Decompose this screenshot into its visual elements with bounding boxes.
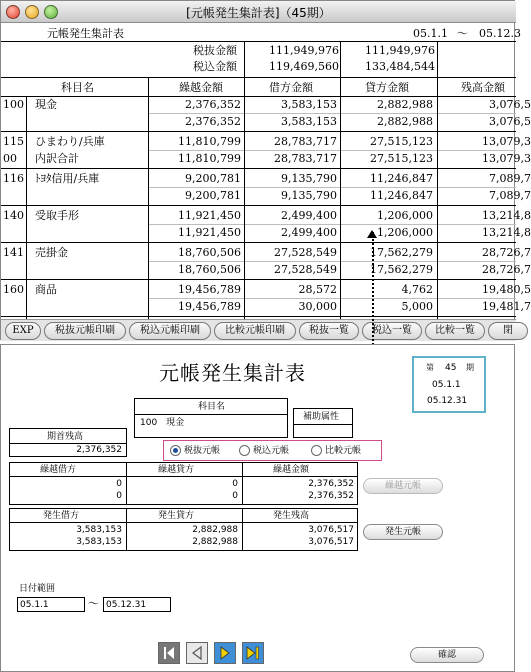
account-box [134, 398, 288, 438]
account-code: 100 [3, 98, 24, 111]
gen-header: 発生残高 [273, 511, 310, 521]
carry-value: 2,376,352 [308, 479, 354, 489]
generated-table [9, 508, 358, 551]
date-range-separator: 〜 [88, 597, 99, 610]
period-number: 45 [445, 363, 457, 373]
period-label: 第 [426, 363, 434, 372]
title-bar[interactable] [1, 1, 516, 23]
gen-value: 3,583,153 [76, 525, 122, 535]
table-cell: 18,760,506 [178, 246, 241, 259]
table-cell: 11,810,799 [178, 135, 241, 148]
table-cell: 3,583,153 [281, 98, 337, 111]
account-code: 116 [3, 172, 24, 185]
generated-ledger-button[interactable]: 発生元帳 [363, 524, 443, 540]
radio-compare[interactable] [311, 445, 322, 456]
table-cell: 9,200,781 [185, 172, 241, 185]
table-cell: 28,572 [298, 283, 337, 296]
table-cell: 2,499,400 [281, 209, 337, 222]
table-cell: 2,499,400 [281, 226, 337, 239]
carry-table [9, 462, 358, 505]
gen-value: 3,076,517 [308, 525, 354, 535]
table-cell: 13,079,3 [482, 152, 531, 165]
tab-print-compare[interactable]: 比較元帳印刷 [214, 322, 296, 340]
table-cell: 7,089,7 [489, 189, 531, 202]
table-cell: 7,089,7 [489, 172, 531, 185]
carry-header: 繰越金額 [273, 465, 310, 475]
account-code: 160 [3, 283, 24, 296]
tab-bar [1, 319, 516, 341]
carry-header: 繰越貸方 [158, 465, 195, 475]
radio-label: 税込元帳 [253, 446, 290, 456]
gen-value: 2,882,988 [192, 537, 238, 547]
account-code: 115 [3, 135, 24, 148]
table-cell: 19,456,789 [178, 300, 241, 313]
carry-header: 繰越借方 [40, 465, 77, 475]
account-label: 科目名 [198, 402, 226, 412]
previous-icon [187, 643, 207, 663]
column-header: 残高金額 [461, 81, 505, 94]
table-cell: 5,000 [401, 300, 433, 313]
table-cell: 2,882,988 [377, 115, 433, 128]
table-cell: 19,456,789 [178, 283, 241, 296]
opening-label: 期首残高 [47, 432, 84, 442]
table-cell: 11,246,847 [370, 172, 433, 185]
period-separator: 〜 [457, 27, 468, 40]
table-cell: 28,726,7 [482, 263, 531, 276]
date-range-label: 日付範囲 [19, 584, 56, 594]
arrow-up-icon [367, 230, 377, 238]
table-cell: 2,376,352 [185, 98, 241, 111]
account-name: 現金 [35, 98, 57, 111]
table-cell: 19,480,5 [482, 283, 531, 296]
account-name: ひまわり/兵庫 [35, 135, 105, 148]
date-range-from-value: 05.1.1 [20, 600, 49, 610]
summary-label: 税抜金額 [193, 44, 237, 57]
table-cell: 2,376,352 [185, 115, 241, 128]
radio-label: 税抜元帳 [184, 446, 221, 456]
account-code: 141 [3, 246, 24, 259]
table-cell: 11,921,450 [178, 226, 241, 239]
account-code: 00 [3, 152, 17, 165]
account-value[interactable]: 100 現金 [140, 418, 185, 428]
tab-print-incl[interactable]: 税込元帳印刷 [129, 322, 211, 340]
account-name: 受取手形 [35, 209, 79, 222]
last-record-button[interactable] [242, 642, 264, 664]
table-cell: 27,528,549 [274, 263, 337, 276]
sub-attr-box [293, 408, 353, 438]
table-cell: 1,206,000 [377, 209, 433, 222]
table-cell: 2,882,988 [377, 98, 433, 111]
table-cell: 17,562,279 [370, 263, 433, 276]
sub-attr-label: 補助属性 [303, 412, 340, 422]
summary-credit: 111,949,976 [365, 44, 435, 57]
table-cell: 17,562,279 [370, 246, 433, 259]
date-to: 05.12.31 [427, 396, 468, 406]
table-cell: 28,783,717 [274, 152, 337, 165]
opening-value[interactable]: 2,376,352 [76, 445, 122, 455]
first-record-button[interactable] [158, 642, 180, 664]
table-cell: 13,214,8 [482, 209, 531, 222]
summary-debit: 111,949,976 [269, 44, 339, 57]
carry-value: 0 [232, 491, 238, 501]
tab-close[interactable]: 閉 [488, 322, 528, 340]
table-cell: 11,246,847 [370, 189, 433, 202]
summary-credit: 133,484,544 [365, 60, 435, 73]
column-header: 科目名 [61, 81, 94, 94]
radio-tax-excl[interactable] [170, 445, 181, 456]
account-code: 140 [3, 209, 24, 222]
column-header: 貸方金額 [365, 81, 409, 94]
date-range-to-field[interactable] [103, 597, 171, 612]
next-record-button[interactable] [214, 642, 236, 664]
gen-header: 発生借方 [43, 511, 80, 521]
opening-balance-box [9, 428, 127, 457]
page-title: 元帳発生集計表 [159, 361, 306, 385]
account-name: 内訳合計 [35, 152, 79, 165]
tab-list-excl[interactable]: 税抜一覧 [299, 322, 359, 340]
table-cell: 18,760,506 [178, 263, 241, 276]
account-name: 売掛金 [35, 246, 68, 259]
window-title: [元帳発生集計表]（45期） [186, 6, 331, 20]
period-to: 05.12.3 [479, 27, 521, 40]
carry-value: 0 [116, 479, 122, 489]
tab-print-excl[interactable]: 税抜元帳印刷 [44, 322, 126, 340]
previous-record-button[interactable] [186, 642, 208, 664]
table-cell: 30,000 [298, 300, 337, 313]
tab-list-incl[interactable]: 税込一覧 [362, 322, 422, 340]
last-icon [243, 643, 263, 663]
next-icon [215, 643, 235, 663]
table-cell: 1,206,000 [377, 226, 433, 239]
account-name: ﾄﾖﾀ信用/兵庫 [35, 172, 100, 185]
gen-header: 発生貸方 [158, 511, 195, 521]
date-range-to-value: 05.12.31 [106, 600, 147, 610]
first-icon [159, 643, 179, 663]
carry-value: 0 [232, 479, 238, 489]
column-header: 借方金額 [269, 81, 313, 94]
carry-value: 2,376,352 [308, 491, 354, 501]
account-name: 商品 [35, 283, 57, 296]
table-cell: 9,135,790 [281, 172, 337, 185]
gen-value: 3,583,153 [76, 537, 122, 547]
gen-value: 2,882,988 [192, 525, 238, 535]
table-cell: 27,515,123 [370, 152, 433, 165]
date-range-from-field[interactable] [17, 597, 85, 612]
report-label: 元帳発生集計表 [47, 27, 124, 40]
column-header: 繰越金額 [179, 81, 223, 94]
period-box [412, 356, 486, 413]
date-from: 05.1.1 [432, 380, 461, 390]
table-cell: 11,810,799 [178, 152, 241, 165]
table-cell: 28,783,717 [274, 135, 337, 148]
carry-ledger-button[interactable]: 繰越元帳 [363, 478, 443, 494]
summary-label: 税込金額 [193, 60, 237, 73]
confirm-button[interactable]: 確認 [410, 647, 484, 663]
table-cell: 3,076,5 [489, 98, 531, 111]
ledger-detail-window [0, 344, 515, 672]
table-cell: 9,200,781 [185, 189, 241, 202]
period-unit: 期 [466, 363, 474, 372]
radio-tax-incl[interactable] [239, 445, 250, 456]
table-cell: 3,583,153 [281, 115, 337, 128]
table-cell: 11,921,450 [178, 209, 241, 222]
table-cell: 27,515,123 [370, 135, 433, 148]
carry-value: 0 [116, 491, 122, 501]
table-cell: 28,726,7 [482, 246, 531, 259]
tab-exp[interactable]: EXP [5, 322, 41, 340]
ledger-type-radio-group [163, 440, 382, 461]
gen-value: 3,076,517 [308, 537, 354, 547]
table-cell: 9,135,790 [281, 189, 337, 202]
table-cell: 13,079,3 [482, 135, 531, 148]
table-cell: 3,076,5 [489, 115, 531, 128]
table-cell: 27,528,549 [274, 246, 337, 259]
table-cell: 4,762 [401, 283, 433, 296]
table-cell: 19,481,7 [482, 300, 531, 313]
radio-label: 比較元帳 [325, 446, 362, 456]
tab-list-compare[interactable]: 比較一覧 [425, 322, 485, 340]
period-from: 05.1.1 [413, 27, 448, 40]
summary-debit: 119,469,560 [269, 60, 339, 73]
table-cell: 13,214,8 [482, 226, 531, 239]
